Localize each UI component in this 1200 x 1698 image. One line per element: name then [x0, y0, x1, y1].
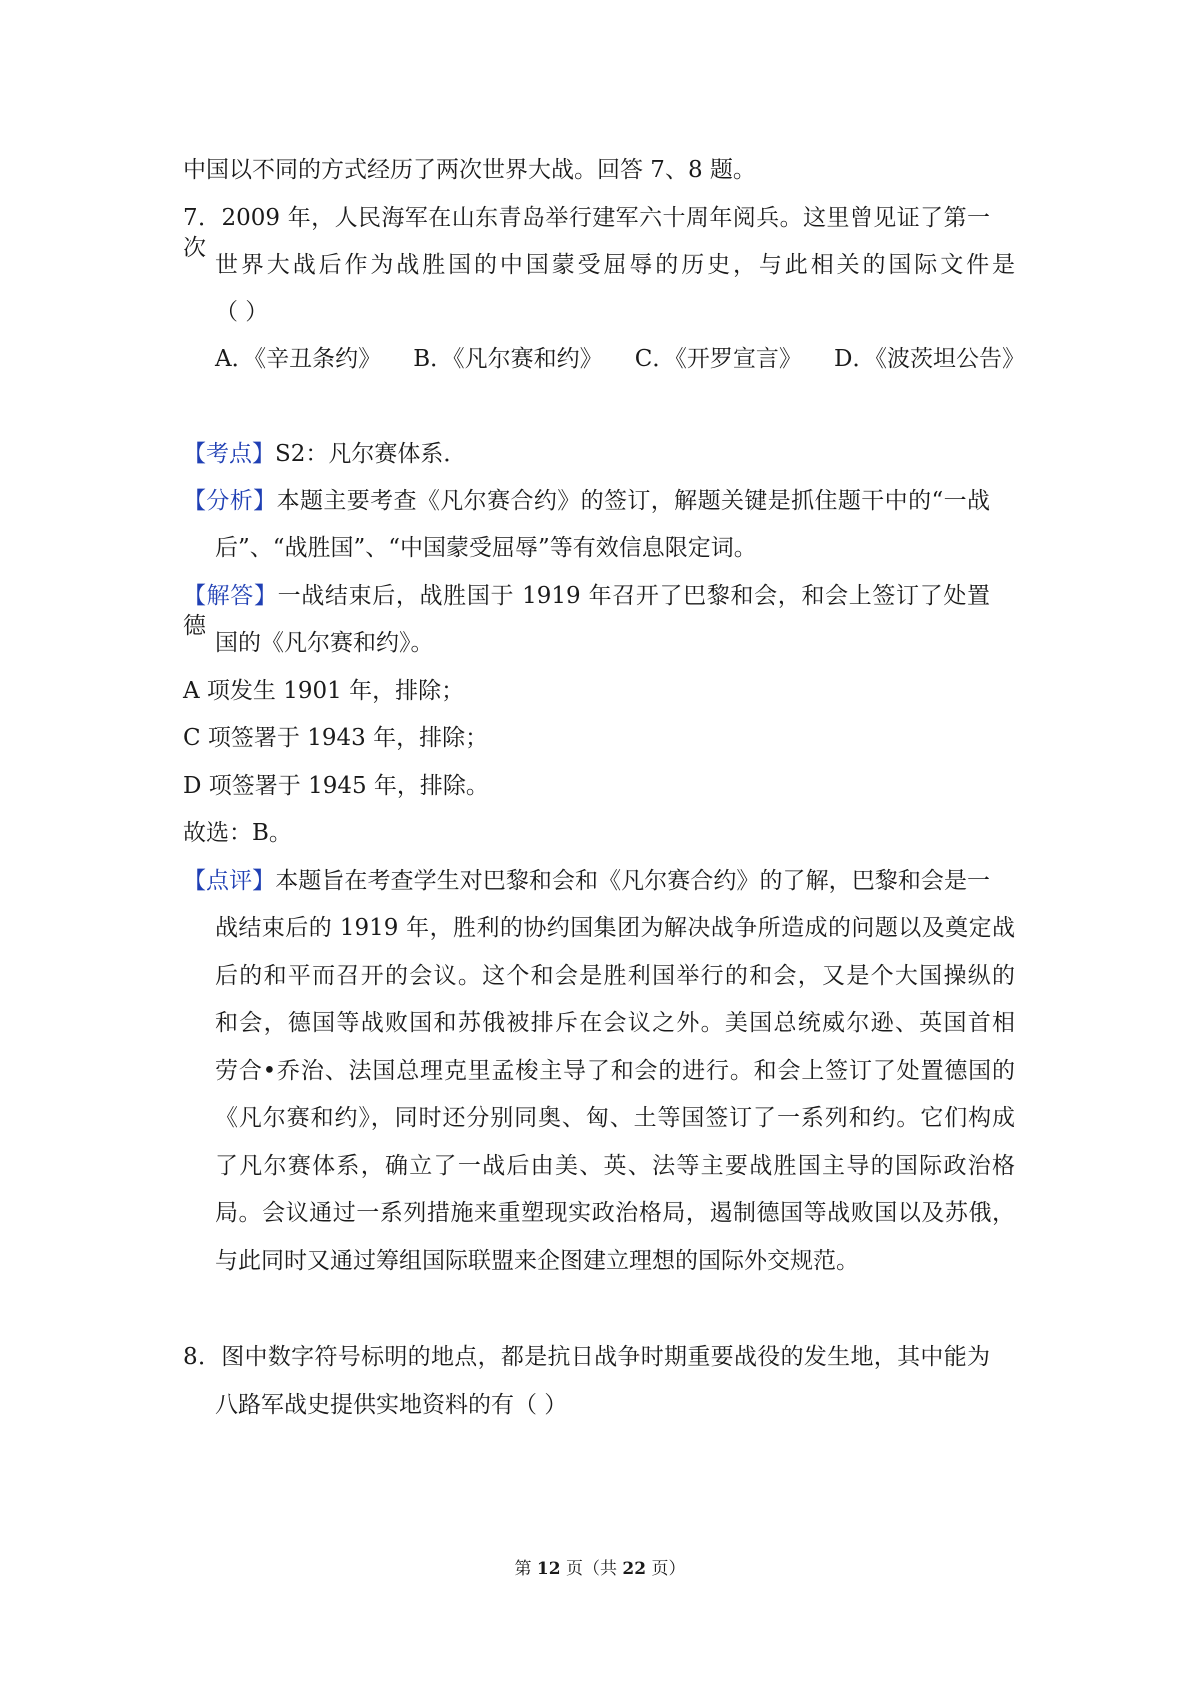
dianping-tag: 【点评】 [183, 868, 276, 894]
footer-middle: 页（共 [560, 1559, 623, 1579]
dianping-line-8: 局。会议通过一系列措施来重塑现实政治格局，遏制德国等战败国以及苏俄， [215, 1200, 1015, 1226]
footer-suffix: 页） [646, 1559, 686, 1579]
jieda-option-c-note: C 项签署于 1943 年，排除； [183, 725, 489, 751]
jieda-text-1: 一战结束后，战胜国于 1919 年召开了巴黎和会，和会上签订了处置德 [183, 583, 991, 639]
q8-line-2: 八路军战史提供实地资料的有（ ） [215, 1392, 568, 1418]
jieda-option-a-note: A 项发生 1901 年，排除； [183, 678, 465, 704]
kaodian-tag: 【考点】 [183, 441, 275, 467]
jieda-answer: 故选：B。 [183, 820, 292, 846]
q7-line-2: 世界大战后作为战胜国的中国蒙受屈辱的历史，与此相关的国际文件是 [215, 252, 1015, 278]
dianping-line-6: 《凡尔赛和约》，同时还分别同奥、匈、土等国签订了一系列和约。它们构成 [215, 1105, 1015, 1131]
q7-options [215, 344, 1025, 374]
q8-line-1: 8．图中数字符号标明的地点，都是抗日战争时期重要战役的发生地，其中能为 [183, 1344, 990, 1370]
jieda-option-d-note: D 项签署于 1945 年，排除。 [183, 773, 489, 799]
dianping-line-9: 与此同时又通过筹组国际联盟来企图建立理想的国际外交规范。 [215, 1248, 859, 1274]
fenxi-line-2: 后”、“战胜国”、“中国蒙受屈辱”等有效信息限定词。 [215, 535, 757, 561]
footer-total-pages: 22 [622, 1559, 647, 1579]
kaodian-section [183, 439, 466, 469]
fenxi-tag: 【分析】 [183, 488, 277, 514]
kaodian-text: S2：凡尔赛体系． [275, 441, 467, 467]
intro-text: 中国以不同的方式经历了两次世界大战。回答 7、8 题。 [183, 157, 756, 183]
q7-option-d: D．《波茨坦公告》 [834, 346, 1025, 372]
q7-option-c: C．《开罗宣言》 [634, 346, 802, 372]
dianping-line-3: 后的和平而召开的会议。这个和会是胜利国举行的和会，又是个大国操纵的 [215, 963, 1015, 989]
jieda-tag: 【解答】 [183, 583, 278, 609]
dianping-text-1: 本题旨在考查学生对巴黎和会和《凡尔赛合约》的了解，巴黎和会是一 [275, 868, 991, 894]
footer-page-number: 12 [536, 1559, 561, 1579]
dianping-line-1 [183, 866, 990, 896]
dianping-line-5: 劳合•乔治、法国总理克里孟梭主导了和会的进行。和会上签订了处置德国的 [215, 1058, 1015, 1084]
q7-line-1: 7．2009 年，人民海军在山东青岛举行建军六十周年阅兵。这里曾见证了第一次 [183, 205, 990, 261]
dianping-line-7: 了凡尔赛体系，确立了一战后由美、英、法等主要战胜国主导的国际政治格 [215, 1153, 1015, 1179]
fenxi-text-1: 本题主要考查《凡尔赛合约》的签订，解题关键是抓住题干中的“一战 [276, 488, 990, 514]
q7-answer-blank: （ ） [215, 299, 269, 325]
q7-option-a: A．《辛丑条约》 [215, 346, 382, 372]
dianping-line-2: 战结束后的 1919 年，胜利的协约国集团为解决战争所造成的问题以及奠定战 [215, 915, 1015, 941]
page-footer [0, 1558, 1200, 1580]
footer-prefix: 第 [514, 1559, 537, 1579]
q7-option-b: B．《凡尔赛和约》 [413, 346, 603, 372]
jieda-line-2: 国的《凡尔赛和约》。 [215, 630, 434, 656]
dianping-line-4: 和会，德国等战败国和苏俄被排斥在会议之外。美国总统威尔逊、英国首相 [215, 1010, 1015, 1036]
fenxi-line-1 [183, 486, 990, 516]
